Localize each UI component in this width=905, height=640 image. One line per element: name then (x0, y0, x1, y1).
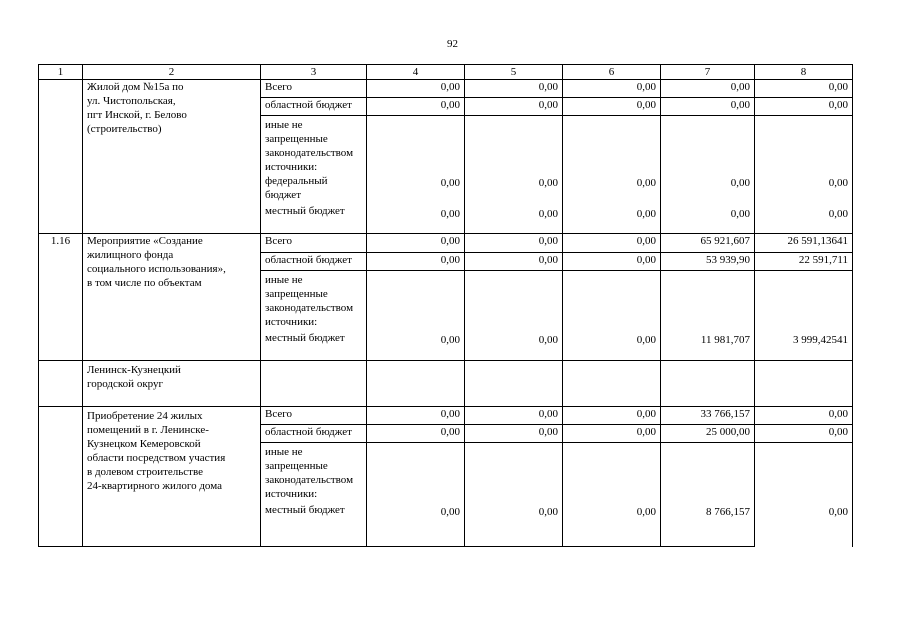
table-row (39, 80, 853, 98)
value-cell: 0,00 (661, 98, 755, 116)
value-cell: 25 000,00 (661, 425, 755, 443)
value-cell: 0,00 (465, 271, 563, 361)
funding-source: Всего (261, 234, 367, 253)
value-cell: 0,00 (367, 443, 465, 547)
value-cell: 65 921,607 (661, 234, 755, 253)
budget-table (38, 64, 853, 547)
value-cell: 0,00 (755, 98, 853, 116)
funding-source: иные не запрещенные законодательством источники: местный бюджет (261, 271, 367, 361)
value-cell: 0,00 (563, 271, 661, 361)
value-cell: 0,00 (367, 234, 465, 253)
header-cell: 8 (755, 65, 853, 80)
value-cell: 53 939,90 (661, 253, 755, 271)
empty-cell (661, 361, 755, 407)
row-number (39, 407, 83, 547)
value-cell: 0,00 (367, 271, 465, 361)
row-number (39, 361, 83, 407)
funding-source: Всего (261, 80, 367, 98)
empty-cell (755, 361, 853, 407)
value-cell: 0,00 (465, 253, 563, 271)
header-cell: 7 (661, 65, 755, 80)
value-cell: 26 591,13641 (755, 234, 853, 253)
value-cell: 0,00 (755, 80, 853, 98)
empty-cell (563, 361, 661, 407)
table-row (39, 234, 853, 253)
header-cell: 3 (261, 65, 367, 80)
value-cell: 0,00 (465, 234, 563, 253)
header-cell: 6 (563, 65, 661, 80)
row-number (39, 80, 83, 234)
value-cell: 0,00 (563, 407, 661, 425)
value-cell: 0,00 (465, 425, 563, 443)
value-cell: 22 591,711 (755, 253, 853, 271)
value-cell: 0,00 (755, 425, 853, 443)
header-cell: 4 (367, 65, 465, 80)
value-cell: 0,00 (563, 234, 661, 253)
value-cell: 0,00 0,00 (661, 116, 755, 234)
value-cell: 3 999,42541 (755, 271, 853, 361)
value-cell: 33 766,157 (661, 407, 755, 425)
funding-source: областной бюджет (261, 425, 367, 443)
value-cell: 0,00 (563, 80, 661, 98)
value-cell: 0,00 (465, 98, 563, 116)
value-cell: 0,00 (465, 407, 563, 425)
value-cell: 0,00 0,00 (563, 116, 661, 234)
funding-source: Всего (261, 407, 367, 425)
funding-source: иные не запрещенные законодательством источники: федеральный бюджет местный бюджет (261, 116, 367, 234)
header-row (39, 65, 853, 80)
header-cell: 1 (39, 65, 83, 80)
table-row (39, 407, 853, 425)
funding-source: иные не запрещенные законодательством источники: местный бюджет (261, 443, 367, 547)
value-cell: 0,00 (367, 407, 465, 425)
value-cell: 0,00 0,00 (465, 116, 563, 234)
funding-source: областной бюджет (261, 253, 367, 271)
page-number: 92 (447, 38, 458, 50)
value-cell: 0,00 (563, 98, 661, 116)
value-cell: 0,00 (755, 407, 853, 425)
value-cell: 0,00 0,00 (755, 116, 853, 234)
object-name: Жилой дом №15а по ул. Чистопольская, пгт Инской, г. Белово (строительство) (83, 80, 261, 234)
value-cell: 0,00 (465, 443, 563, 547)
value-cell: 0,00 (367, 253, 465, 271)
value-cell: 0,00 (563, 425, 661, 443)
value-cell: 0,00 (367, 425, 465, 443)
empty-cell (261, 361, 367, 407)
empty-cell (367, 361, 465, 407)
value-cell: 0,00 (465, 80, 563, 98)
value-cell: 0,00 (661, 80, 755, 98)
row-number: 1.16 (39, 234, 83, 361)
object-name: Мероприятие «Создание жилищного фонда социального использования», в том числе по объектам (83, 234, 261, 361)
value-cell: 0,00 (755, 443, 853, 547)
funding-source: областной бюджет (261, 98, 367, 116)
value-cell: 0,00 (367, 98, 465, 116)
header-cell: 5 (465, 65, 563, 80)
header-cell: 2 (83, 65, 261, 80)
empty-cell (465, 361, 563, 407)
value-cell: 0,00 (563, 253, 661, 271)
value-cell: 0,00 (563, 443, 661, 547)
table-row (39, 361, 853, 407)
value-cell: 8 766,157 (661, 443, 755, 547)
object-name: Ленинск-Кузнецкий городской округ (83, 361, 261, 407)
object-name: Приобретение 24 жилых помещений в г. Ленинске- Кузнецком Кемеровской области посредством участия в долевом строительстве 24-квартирного жилого дома (83, 407, 261, 547)
value-cell: 0,00 0,00 (367, 116, 465, 234)
value-cell: 0,00 (367, 80, 465, 98)
value-cell: 11 981,707 (661, 271, 755, 361)
